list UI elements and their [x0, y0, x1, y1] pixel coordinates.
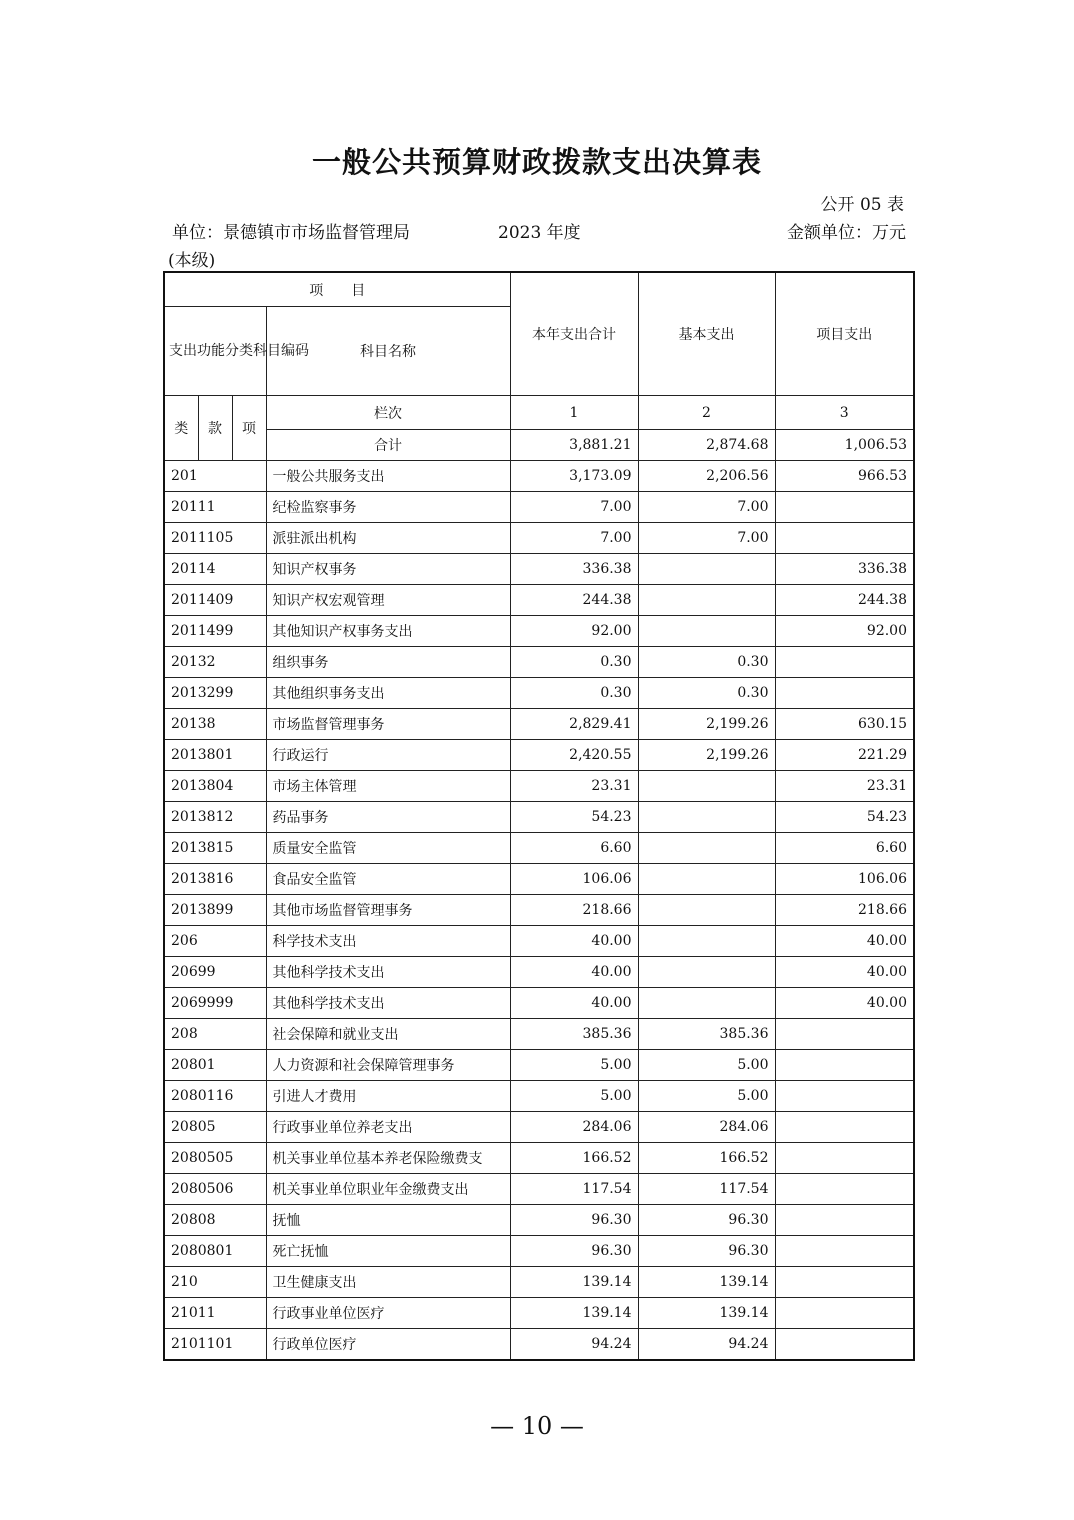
row-code: 2011409	[164, 585, 266, 616]
row-total: 3,173.09	[510, 461, 638, 492]
expenditure-table	[163, 271, 915, 1361]
table-row	[164, 864, 914, 895]
table-row	[164, 833, 914, 864]
row-subject-name: 食品安全监管	[266, 864, 510, 895]
row-basic: 2,206.56	[638, 461, 775, 492]
row-total: 7.00	[510, 492, 638, 523]
unit-label: 单位：景德镇市市场监督管理局	[172, 223, 410, 243]
row-basic: 0.30	[638, 647, 775, 678]
table-row	[164, 492, 914, 523]
row-project	[775, 1236, 914, 1267]
row-total: 40.00	[510, 988, 638, 1019]
page-number: — 10 —	[490, 1412, 584, 1440]
row-code: 2013804	[164, 771, 266, 802]
table-row	[164, 957, 914, 988]
row-basic: 7.00	[638, 492, 775, 523]
row-subject-name: 市场主体管理	[266, 771, 510, 802]
row-project: 40.00	[775, 926, 914, 957]
row-code: 2080505	[164, 1143, 266, 1174]
row-subject-name: 卫生健康支出	[266, 1267, 510, 1298]
row-project: 54.23	[775, 802, 914, 833]
row-project	[775, 1298, 914, 1329]
row-code: 20132	[164, 647, 266, 678]
table-row	[164, 926, 914, 957]
table-row	[164, 1267, 914, 1298]
row-subject-name: 其他科学技术支出	[266, 988, 510, 1019]
row-subject-name: 机关事业单位职业年金缴费支出	[266, 1174, 510, 1205]
row-project: 630.15	[775, 709, 914, 740]
row-total: 54.23	[510, 802, 638, 833]
row-total: 2,420.55	[510, 740, 638, 771]
row-subject-name: 抚恤	[266, 1205, 510, 1236]
table-row	[164, 647, 914, 678]
row-total: 40.00	[510, 926, 638, 957]
row-project	[775, 1143, 914, 1174]
row-code: 2013801	[164, 740, 266, 771]
table-row	[164, 1205, 914, 1236]
row-project: 218.66	[775, 895, 914, 926]
row-basic	[638, 585, 775, 616]
row-code: 2080116	[164, 1081, 266, 1112]
row-basic: 96.30	[638, 1236, 775, 1267]
row-basic: 2,199.26	[638, 709, 775, 740]
row-subject-name: 人力资源和社会保障管理事务	[266, 1050, 510, 1081]
row-project	[775, 1050, 914, 1081]
table-row	[164, 1329, 914, 1361]
row-basic: 5.00	[638, 1081, 775, 1112]
table-row	[164, 1174, 914, 1205]
table-row	[164, 1019, 914, 1050]
table-row	[164, 678, 914, 709]
table-row	[164, 1081, 914, 1112]
row-basic	[638, 926, 775, 957]
row-subject-name: 一般公共服务支出	[266, 461, 510, 492]
row-project: 23.31	[775, 771, 914, 802]
row-basic: 166.52	[638, 1143, 775, 1174]
table-row	[164, 895, 914, 926]
header-col-project: 项目支出	[775, 272, 914, 396]
report-meta	[172, 218, 906, 242]
row-total: 336.38	[510, 554, 638, 585]
row-code: 20138	[164, 709, 266, 740]
header-xiang: 项	[232, 396, 266, 461]
row-project	[775, 1081, 914, 1112]
row-total: 6.60	[510, 833, 638, 864]
table-row	[164, 802, 914, 833]
row-project: 40.00	[775, 988, 914, 1019]
header-subject-name: 科目名称	[266, 307, 510, 396]
row-total: 7.00	[510, 523, 638, 554]
header-number-1: 1	[510, 396, 638, 430]
row-code: 21011	[164, 1298, 266, 1329]
header-number-3: 3	[775, 396, 914, 430]
row-subject-name: 行政单位医疗	[266, 1329, 510, 1361]
row-subject-name: 知识产权宏观管理	[266, 585, 510, 616]
row-basic	[638, 864, 775, 895]
row-subject-name: 行政事业单位养老支出	[266, 1112, 510, 1143]
row-total: 5.00	[510, 1050, 638, 1081]
row-subject-name: 派驻派出机构	[266, 523, 510, 554]
header-row-item	[164, 272, 914, 307]
row-subject-name: 其他市场监督管理事务	[266, 895, 510, 926]
row-total: 117.54	[510, 1174, 638, 1205]
row-basic: 385.36	[638, 1019, 775, 1050]
row-total: 244.38	[510, 585, 638, 616]
header-col-basic: 基本支出	[638, 272, 775, 396]
table-row	[164, 709, 914, 740]
row-project: 40.00	[775, 957, 914, 988]
row-subject-name: 行政事业单位医疗	[266, 1298, 510, 1329]
row-code: 201	[164, 461, 266, 492]
row-code: 2080801	[164, 1236, 266, 1267]
amount-unit-label: 金额单位：万元	[787, 223, 906, 243]
table-row	[164, 1236, 914, 1267]
row-total: 96.30	[510, 1205, 638, 1236]
table-row	[164, 988, 914, 1019]
row-subject-name: 社会保障和就业支出	[266, 1019, 510, 1050]
row-code: 20805	[164, 1112, 266, 1143]
total-value-2: 2,874.68	[638, 430, 775, 461]
row-project: 92.00	[775, 616, 914, 647]
row-total: 5.00	[510, 1081, 638, 1112]
row-basic: 2,199.26	[638, 740, 775, 771]
row-subject-name: 组织事务	[266, 647, 510, 678]
table-row	[164, 585, 914, 616]
row-total: 139.14	[510, 1298, 638, 1329]
row-subject-name: 死亡抚恤	[266, 1236, 510, 1267]
row-basic: 284.06	[638, 1112, 775, 1143]
row-total: 106.06	[510, 864, 638, 895]
table-row	[164, 771, 914, 802]
table-row	[164, 523, 914, 554]
table-row	[164, 616, 914, 647]
row-basic: 5.00	[638, 1050, 775, 1081]
row-code: 20801	[164, 1050, 266, 1081]
row-total: 96.30	[510, 1236, 638, 1267]
table-row	[164, 1298, 914, 1329]
row-code: 2069999	[164, 988, 266, 1019]
row-subject-name: 行政运行	[266, 740, 510, 771]
row-code: 2101101	[164, 1329, 266, 1361]
row-subject-name: 科学技术支出	[266, 926, 510, 957]
table-number: 公开 05 表	[820, 195, 904, 215]
header-item: 项 目	[164, 272, 510, 307]
row-project	[775, 647, 914, 678]
row-total: 40.00	[510, 957, 638, 988]
row-subject-name: 其他科学技术支出	[266, 957, 510, 988]
table-row	[164, 740, 914, 771]
row-total: 23.31	[510, 771, 638, 802]
row-project	[775, 1205, 914, 1236]
row-basic: 94.24	[638, 1329, 775, 1361]
row-subject-name: 知识产权事务	[266, 554, 510, 585]
row-basic	[638, 802, 775, 833]
row-subject-name: 药品事务	[266, 802, 510, 833]
row-total: 94.24	[510, 1329, 638, 1361]
row-project	[775, 1267, 914, 1298]
row-subject-name: 市场监督管理事务	[266, 709, 510, 740]
year-label: 2023 年度	[498, 223, 581, 243]
total-label: 合计	[266, 430, 510, 461]
table-row	[164, 1143, 914, 1174]
total-value-3: 1,006.53	[775, 430, 914, 461]
row-code: 2011499	[164, 616, 266, 647]
row-code: 2013815	[164, 833, 266, 864]
page-title: 一般公共预算财政拨款支出决算表	[311, 145, 762, 179]
row-subject-name: 机关事业单位基本养老保险缴费支	[266, 1143, 510, 1174]
row-total: 284.06	[510, 1112, 638, 1143]
row-code: 20111	[164, 492, 266, 523]
row-code: 20808	[164, 1205, 266, 1236]
unit-label-continued: (本级)	[168, 251, 216, 271]
row-basic	[638, 833, 775, 864]
table-row	[164, 1050, 914, 1081]
row-total: 2,829.41	[510, 709, 638, 740]
row-subject-name: 纪检监察事务	[266, 492, 510, 523]
row-code: 2011105	[164, 523, 266, 554]
row-subject-name: 质量安全监管	[266, 833, 510, 864]
row-code: 2013899	[164, 895, 266, 926]
total-value-1: 3,881.21	[510, 430, 638, 461]
row-basic: 96.30	[638, 1205, 775, 1236]
row-subject-name: 其他知识产权事务支出	[266, 616, 510, 647]
row-basic	[638, 895, 775, 926]
row-project	[775, 1019, 914, 1050]
row-basic	[638, 554, 775, 585]
row-total: 385.36	[510, 1019, 638, 1050]
row-code: 2013816	[164, 864, 266, 895]
table-row	[164, 1112, 914, 1143]
row-code: 2013299	[164, 678, 266, 709]
row-basic	[638, 988, 775, 1019]
row-basic: 7.00	[638, 523, 775, 554]
row-basic	[638, 771, 775, 802]
total-row	[164, 430, 914, 461]
row-project	[775, 523, 914, 554]
row-basic	[638, 957, 775, 988]
row-code: 206	[164, 926, 266, 957]
row-total: 166.52	[510, 1143, 638, 1174]
row-basic: 117.54	[638, 1174, 775, 1205]
row-project	[775, 678, 914, 709]
row-code: 2013812	[164, 802, 266, 833]
row-project: 106.06	[775, 864, 914, 895]
row-total: 0.30	[510, 647, 638, 678]
row-project	[775, 1174, 914, 1205]
row-project	[775, 1329, 914, 1361]
header-kuan: 款	[198, 396, 232, 461]
header-number-2: 2	[638, 396, 775, 430]
row-project: 244.38	[775, 585, 914, 616]
row-project: 6.60	[775, 833, 914, 864]
header-lei: 类	[164, 396, 198, 461]
row-project	[775, 492, 914, 523]
row-project: 221.29	[775, 740, 914, 771]
row-code: 208	[164, 1019, 266, 1050]
header-lanci: 栏次	[266, 396, 510, 430]
row-subject-name: 引进人才费用	[266, 1081, 510, 1112]
row-total: 218.66	[510, 895, 638, 926]
row-basic	[638, 616, 775, 647]
header-func-code: 支出功能分类科目编码	[164, 307, 266, 396]
table-row	[164, 461, 914, 492]
header-row-lanci	[164, 396, 914, 430]
row-project: 966.53	[775, 461, 914, 492]
row-code: 20699	[164, 957, 266, 988]
header-col-total: 本年支出合计	[510, 272, 638, 396]
row-total: 139.14	[510, 1267, 638, 1298]
row-total: 0.30	[510, 678, 638, 709]
row-basic: 0.30	[638, 678, 775, 709]
row-code: 20114	[164, 554, 266, 585]
row-code: 210	[164, 1267, 266, 1298]
row-total: 92.00	[510, 616, 638, 647]
row-code: 2080506	[164, 1174, 266, 1205]
table-row	[164, 554, 914, 585]
row-project	[775, 1112, 914, 1143]
row-basic: 139.14	[638, 1298, 775, 1329]
row-subject-name: 其他组织事务支出	[266, 678, 510, 709]
row-basic: 139.14	[638, 1267, 775, 1298]
row-project: 336.38	[775, 554, 914, 585]
